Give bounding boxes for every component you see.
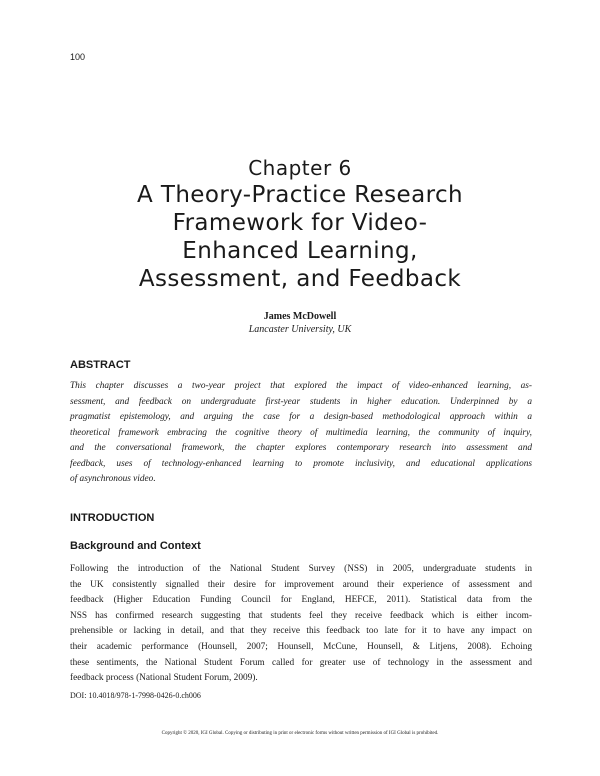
abstract-heading: ABSTRACT [70, 359, 131, 371]
author-name: James McDowell [263, 311, 337, 322]
abstract-line: of asynchronous video. [70, 474, 156, 484]
abstract-line: and the conversational framework, the chapter explores contemporary research into assessment and [70, 443, 532, 453]
chapter-title-line: Enhanced Learning, [182, 238, 418, 264]
chapter-title-line: A Theory-Practice Research [137, 182, 463, 208]
body-line: these sentiments, the National Student Forum called for greater use of technology in the assessment and [70, 657, 532, 668]
introduction-heading: INTRODUCTION [70, 512, 155, 524]
background-subheading: Background and Context [70, 540, 201, 552]
author-affiliation: Lancaster University, UK [248, 324, 352, 335]
body-line: Following the introduction of the National Student Survey (NSS) in 2005, undergraduate students in [70, 564, 532, 574]
body-line: their academic performance (Hounsell, 2007; Hounsell, McCune, Hounsell, & Litjens, 2008). Echoing [70, 641, 532, 652]
abstract-line: feedback, uses of technology-enhanced learning to promote inclusivity, and educational applications [70, 458, 532, 469]
body-line: feedback (Higher Education Funding Council for England, HEFCE, 2011). Statistical data from the [70, 595, 532, 606]
abstract-line: sessment, and feedback on undergraduate first-year students in higher education. Underpinned by a [70, 396, 532, 407]
chapter-title [80, 181, 520, 293]
body-line: NSS has confirmed research suggesting that students feel they receive feedback which is either incom- [70, 610, 532, 621]
abstract-text [70, 379, 532, 488]
body-line: feedback process (National Student Forum, 2009). [70, 673, 258, 684]
abstract-line: theoretical framework embracing the cognitive theory of multimedia learning, the community of inquiry, [70, 427, 532, 438]
abstract-line: pragmatist epistemology, and arguing the case for a design-based methodological approach within a [70, 412, 532, 422]
copyright-notice: Copyright © 2020, IGI Global. Copying or distributing in print or electronic forms without written permission of IGI Global is prohibited. [161, 731, 439, 736]
introduction-body [70, 562, 532, 687]
body-line: the UK consistently signalled their desire for improvement around their experience of assessment and [70, 579, 532, 590]
body-line: prehensible or lacking in detail, and that they receive this feedback too late for it to have any impact on [70, 626, 532, 637]
doi: DOI: 10.4018/978-1-7998-0426-0.ch006 [70, 691, 201, 700]
chapter-title-line: Assessment, and Feedback [138, 266, 462, 292]
chapter-label: Chapter 6 [248, 156, 352, 180]
chapter-title-line: Framework for Video- [172, 210, 428, 236]
abstract-line: This chapter discusses a two-year project that explored the impact of video-enhanced learning, as- [70, 381, 532, 391]
page-number: 100 [70, 52, 86, 62]
